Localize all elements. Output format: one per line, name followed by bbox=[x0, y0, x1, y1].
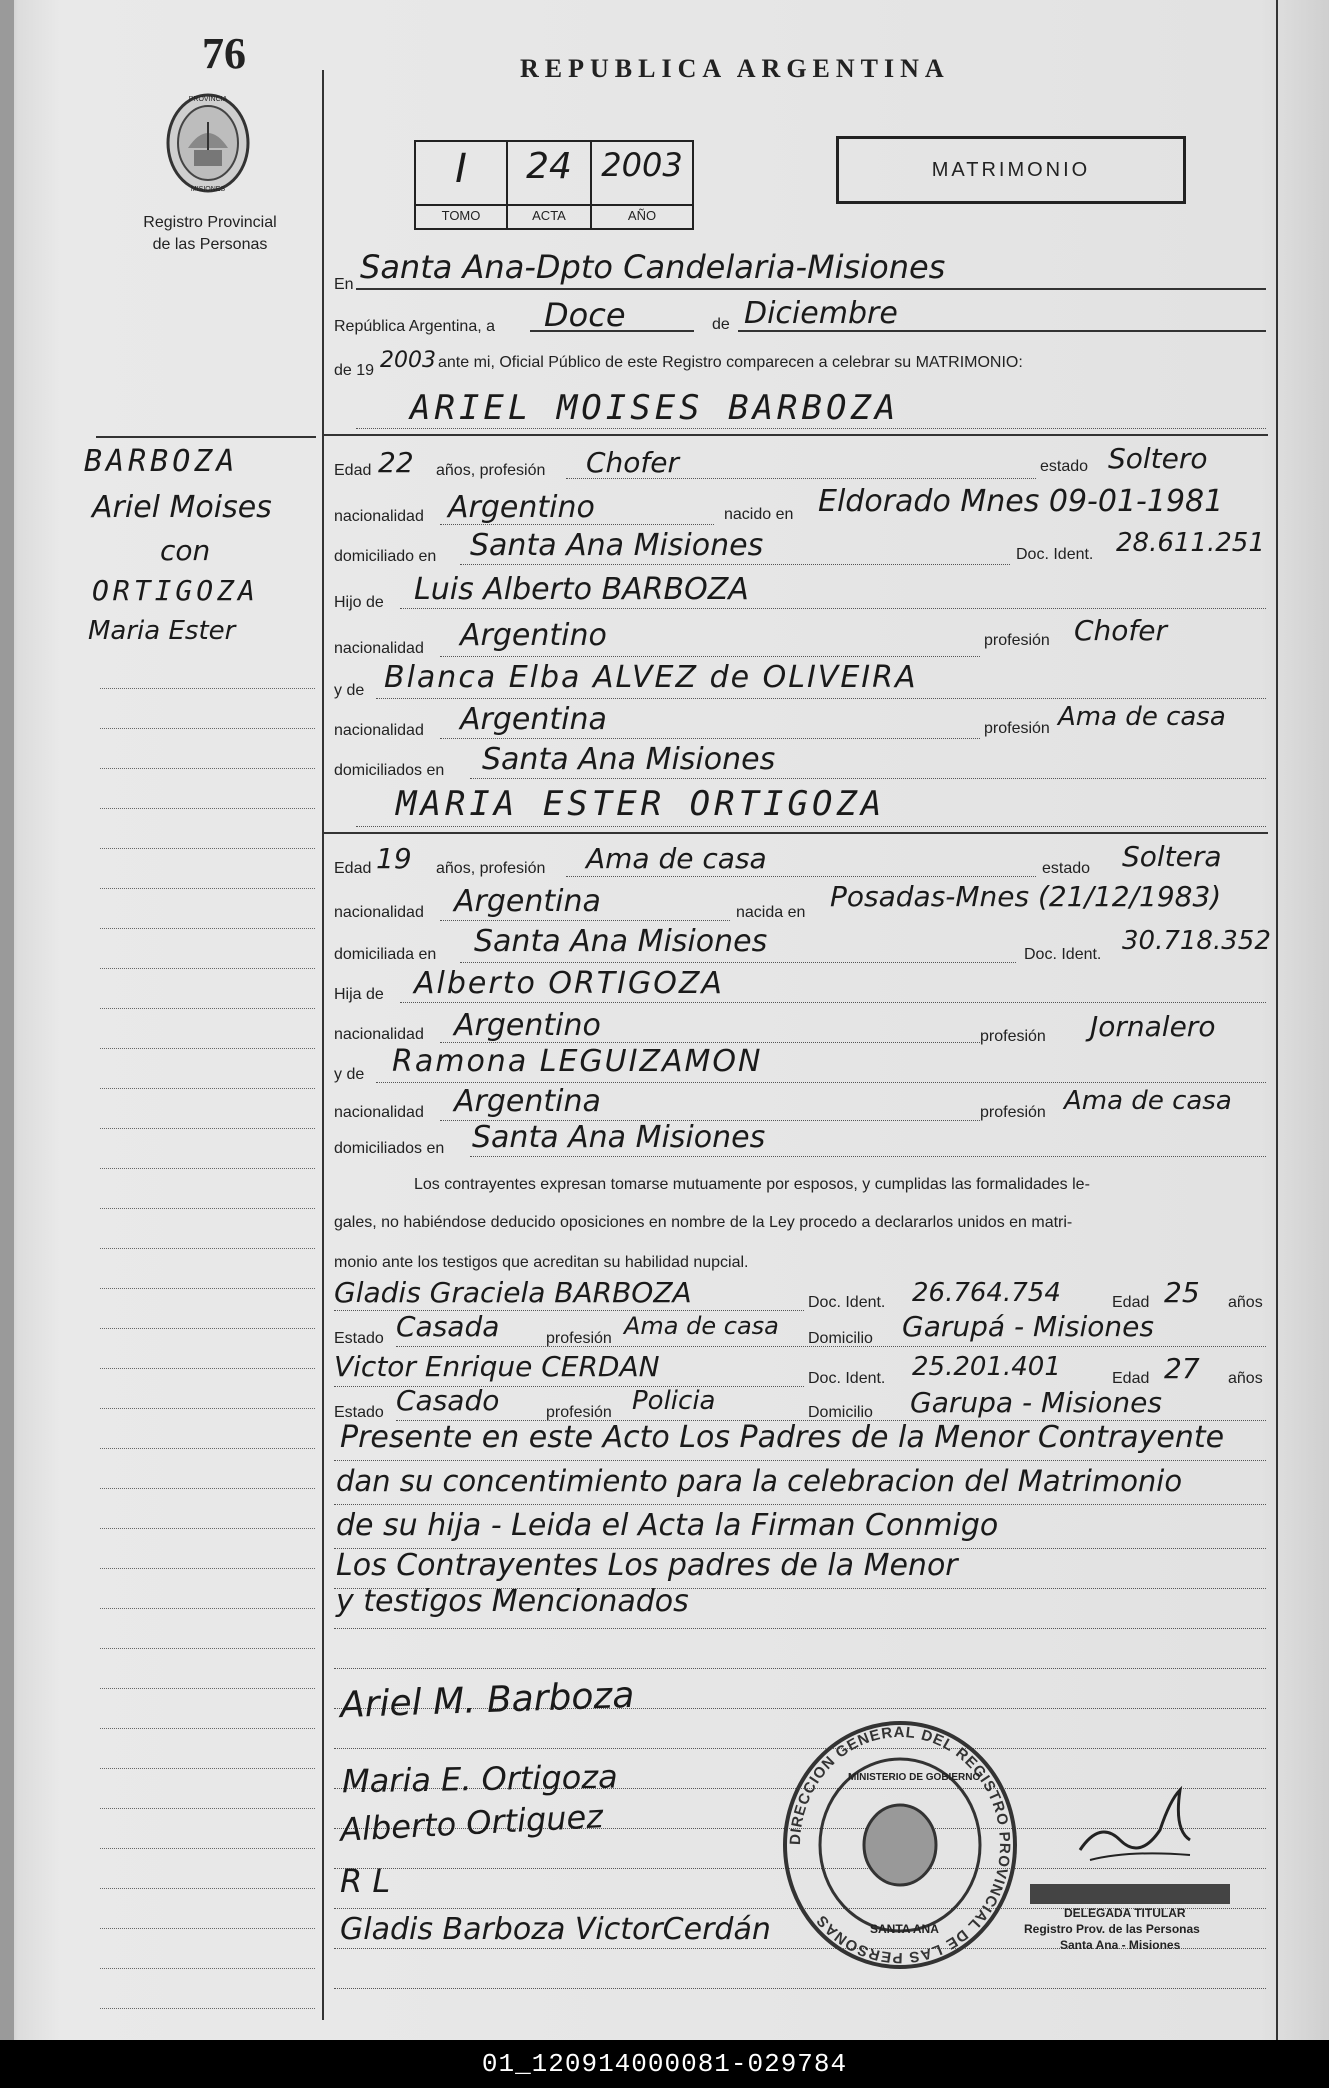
groom-nationality: Argentino bbox=[448, 490, 595, 525]
witnesses-signature: Gladis Barboza VictorCerdán bbox=[340, 1912, 771, 1947]
seal-top-text: PROVINCIA bbox=[188, 96, 228, 103]
witness-2-domicile: Garupa - Misiones bbox=[910, 1386, 1162, 1419]
bride-estado-label: estado bbox=[1042, 860, 1091, 877]
ano-label: AÑO bbox=[627, 208, 657, 223]
groom-birthplace: Eldorado Mnes 09-01-1981 bbox=[818, 484, 1224, 519]
acta-label: ACTA bbox=[532, 208, 566, 223]
coat-of-arms-icon bbox=[158, 88, 258, 198]
bride-father-nationality: Argentino bbox=[454, 1008, 601, 1043]
bride-father-profession: Jornalero bbox=[1090, 1010, 1216, 1043]
margin-note-line-4: ORTIGOZA bbox=[92, 574, 259, 607]
intro-statement: ante mi, Oficial Público de este Registro comparecen a celebrar su MATRIMONIO: bbox=[438, 354, 1023, 371]
groom-father-nationality-label: nacionalidad bbox=[334, 640, 424, 657]
declaration-line-2: gales, no habiéndose deducido oposiciones en nombre de la Ley procedo a declararlos unidos en matri- bbox=[334, 1214, 1073, 1231]
father-signature: Alberto Ortiguez bbox=[339, 1797, 604, 1849]
bride-mother-nationality-label: nacionalidad bbox=[334, 1104, 424, 1121]
observation-line-1: Presente en este Acto Los Padres de la Menor Contrayente bbox=[340, 1420, 1225, 1455]
officer-stamp-line-3: Santa Ana - Misiones bbox=[1060, 1938, 1181, 1952]
bride-mother-nationality: Argentina bbox=[454, 1084, 601, 1119]
day: Doce bbox=[544, 296, 626, 334]
stamp-inner-text: MINISTERIO DE GOBIERNO bbox=[848, 1772, 981, 1783]
declaration-line-1: Los contrayentes expresan tomarse mutuamente por esposos, y cumplidas las formalidades le- bbox=[414, 1176, 1090, 1193]
witness-1-doc: 26.764.754 bbox=[912, 1278, 1061, 1308]
witness-2-age: 27 bbox=[1164, 1352, 1200, 1385]
bride-domicile: Santa Ana Misiones bbox=[474, 924, 768, 959]
witness-2-civil-status: Casado bbox=[396, 1384, 500, 1417]
document-type-box bbox=[836, 136, 1186, 204]
registry-line-2: de las Personas bbox=[152, 236, 268, 253]
bride-father-profesion-label: profesión bbox=[980, 1028, 1046, 1045]
groom-signature: Ariel M. Barboza bbox=[339, 1674, 636, 1727]
groom-parents-domicile: Santa Ana Misiones bbox=[482, 742, 776, 777]
column-divider bbox=[322, 70, 324, 2020]
groom-edad-label: Edad bbox=[334, 462, 372, 479]
bride-father-nationality-label: nacionalidad bbox=[334, 1026, 424, 1043]
seal-bottom-text: MISIONES bbox=[190, 186, 226, 193]
witness-2-estado-label: Estado bbox=[334, 1404, 384, 1421]
groom-father-profesion-label: profesión bbox=[984, 632, 1050, 649]
witness-1-estado-label: Estado bbox=[334, 1330, 384, 1347]
acta-value: 24 bbox=[526, 146, 572, 187]
footer-bar bbox=[0, 2040, 1329, 2088]
bride-mother-profession: Ama de casa bbox=[1064, 1086, 1232, 1116]
witness-1-civil-status: Casada bbox=[396, 1310, 500, 1343]
republica-label: República Argentina, a bbox=[334, 318, 495, 335]
witness-2-doc: 25.201.401 bbox=[912, 1352, 1061, 1382]
groom-mother: Blanca Elba ALVEZ de OLIVEIRA bbox=[384, 660, 918, 695]
witness-2-domicilio-label: Domicilio bbox=[808, 1404, 873, 1421]
groom-name: ARIEL MOISES BARBOZA bbox=[410, 388, 900, 428]
registry-line-1: Registro Provincial bbox=[143, 214, 277, 231]
bride-domiciliados-label: domiciliados en bbox=[334, 1140, 445, 1157]
observation-line-2: dan su concentimiento para la celebracion del Matrimonio bbox=[336, 1464, 1183, 1498]
officer-name-stamp-bar bbox=[1030, 1884, 1230, 1904]
bride-edad-label: Edad bbox=[334, 860, 372, 877]
groom-nacido-label: nacido en bbox=[724, 506, 794, 523]
witness-1-name: Gladis Graciela BARBOZA bbox=[334, 1276, 692, 1309]
witness-2-edad-label: Edad bbox=[1112, 1370, 1150, 1387]
country-title: REPUBLICA ARGENTINA bbox=[520, 54, 950, 83]
bride-signature: Maria E. Ortigoza bbox=[341, 1757, 618, 1801]
observation-line-3: de su hija - Leida el Acta la Firman Conmigo bbox=[336, 1508, 999, 1543]
margin-note-line-1: BARBOZA bbox=[84, 444, 239, 479]
mother-signature: R L bbox=[340, 1862, 391, 1900]
witness-1-domicile: Garupá - Misiones bbox=[902, 1310, 1154, 1343]
witness-1-anos-label: años bbox=[1228, 1294, 1263, 1311]
bride-mother: Ramona LEGUIZAMON bbox=[392, 1044, 763, 1079]
bride-name: MARIA ESTER ORTIGOZA bbox=[396, 784, 886, 824]
place: Santa Ana-Dpto Candelaria-Misiones bbox=[360, 248, 946, 286]
ano-value: 2003 bbox=[601, 146, 683, 184]
bride-doc-label: Doc. Ident. bbox=[1024, 946, 1102, 963]
groom-mother-nationality-label: nacionalidad bbox=[334, 722, 424, 739]
witness-1-profesion-label: profesión bbox=[546, 1330, 612, 1347]
tomo-value: I bbox=[455, 146, 467, 192]
groom-estado-label: estado bbox=[1040, 458, 1089, 475]
groom-father: Luis Alberto BARBOZA bbox=[414, 572, 749, 607]
groom-yde-label: y de bbox=[334, 682, 365, 699]
bride-profession: Ama de casa bbox=[586, 842, 767, 875]
groom-father-profession: Chofer bbox=[1074, 614, 1168, 647]
bride-yde-label: y de bbox=[334, 1066, 365, 1083]
groom-civil-status: Soltero bbox=[1108, 442, 1208, 475]
year: 2003 bbox=[380, 348, 436, 373]
groom-domiciliado-label: domiciliado en bbox=[334, 548, 437, 565]
bride-parents-domicile: Santa Ana Misiones bbox=[472, 1120, 766, 1155]
observation-line-4: Los Contrayentes Los padres de la Menor bbox=[336, 1548, 958, 1583]
record-box bbox=[414, 140, 694, 230]
groom-anos-profesion-label: años, profesión bbox=[436, 462, 546, 479]
bride-civil-status: Soltera bbox=[1122, 840, 1222, 873]
bride-mother-profesion-label: profesión bbox=[980, 1104, 1046, 1121]
footer-id: 01_120914000081-029784 bbox=[481, 2049, 848, 2079]
groom-mother-nationality: Argentina bbox=[460, 702, 607, 737]
witness-1-edad-label: Edad bbox=[1112, 1294, 1150, 1311]
witness-1-profession: Ama de casa bbox=[624, 1312, 779, 1340]
stamp-bottom-text: SANTA ANA bbox=[870, 1922, 939, 1936]
margin-note-line-2: Ariel Moises bbox=[92, 490, 272, 525]
groom-domiciliados-label: domiciliados en bbox=[334, 762, 445, 779]
en-label: En bbox=[334, 276, 354, 293]
bride-birthplace: Posadas-Mnes (21/12/1983) bbox=[830, 880, 1222, 913]
groom-domicile: Santa Ana Misiones bbox=[470, 528, 764, 563]
witness-1-domicilio-label: Domicilio bbox=[808, 1330, 873, 1347]
bride-domiciliada-label: domiciliada en bbox=[334, 946, 437, 963]
groom-hijo-label: Hijo de bbox=[334, 594, 384, 611]
groom-father-nationality: Argentino bbox=[460, 618, 607, 653]
bride-doc: 30.718.352 bbox=[1122, 926, 1271, 956]
month: Diciembre bbox=[744, 296, 898, 331]
groom-profession: Chofer bbox=[586, 446, 680, 479]
bride-father: Alberto ORTIGOZA bbox=[414, 966, 724, 1001]
witness-2-doc-label: Doc. Ident. bbox=[808, 1370, 886, 1387]
witness-1-doc-label: Doc. Ident. bbox=[808, 1294, 886, 1311]
coat-of-arms-seal bbox=[158, 88, 258, 198]
stamp-ring-text: DIRECCION GENERAL DEL REGISTRO PROVINCIAL DE LAS PERSONAS bbox=[786, 1723, 1014, 1967]
witness-2-name: Victor Enrique CERDAN bbox=[334, 1350, 660, 1383]
witness-1-age: 25 bbox=[1164, 1276, 1200, 1309]
margin-note-line-5: Maria Ester bbox=[88, 616, 236, 646]
right-border-line bbox=[1276, 0, 1278, 2040]
bride-hija-label: Hija de bbox=[334, 986, 384, 1003]
bride-age: 19 bbox=[376, 842, 412, 875]
declaration-line-3: monio ante los testigos que acreditan su habilidad nupcial. bbox=[334, 1254, 749, 1271]
year-prefix: de 19 bbox=[334, 362, 375, 379]
bride-anos-profesion-label: años, profesión bbox=[436, 860, 546, 877]
binding-edge bbox=[0, 0, 14, 2040]
groom-doc: 28.611.251 bbox=[1116, 528, 1265, 558]
bride-nacida-label: nacida en bbox=[736, 904, 806, 921]
witness-2-profesion-label: profesión bbox=[546, 1404, 612, 1421]
groom-age: 22 bbox=[378, 446, 414, 479]
bride-nationality: Argentina bbox=[454, 884, 601, 919]
witness-2-anos-label: años bbox=[1228, 1370, 1263, 1387]
de-label: de bbox=[712, 316, 730, 333]
officer-signature-icon bbox=[1070, 1780, 1210, 1880]
margin-note-line-3: con bbox=[160, 534, 211, 567]
witness-2-profession: Policia bbox=[632, 1386, 716, 1416]
tomo-label: TOMO bbox=[441, 208, 481, 223]
document-type: MATRIMONIO bbox=[931, 158, 1091, 181]
groom-mother-profession: Ama de casa bbox=[1058, 702, 1226, 732]
groom-nacionalidad-label: nacionalidad bbox=[334, 508, 424, 525]
groom-doc-label: Doc. Ident. bbox=[1016, 546, 1094, 563]
bride-nacionalidad-label: nacionalidad bbox=[334, 904, 424, 921]
officer-stamp-line-2: Registro Prov. de las Personas bbox=[1024, 1922, 1200, 1936]
page-number: 76 bbox=[202, 29, 246, 78]
groom-mother-profesion-label: profesión bbox=[984, 720, 1050, 737]
officer-stamp-line-1: DELEGADA TITULAR bbox=[1064, 1906, 1186, 1920]
observation-line-5: y testigos Mencionados bbox=[336, 1584, 689, 1619]
officer-signature bbox=[1070, 1780, 1210, 1880]
